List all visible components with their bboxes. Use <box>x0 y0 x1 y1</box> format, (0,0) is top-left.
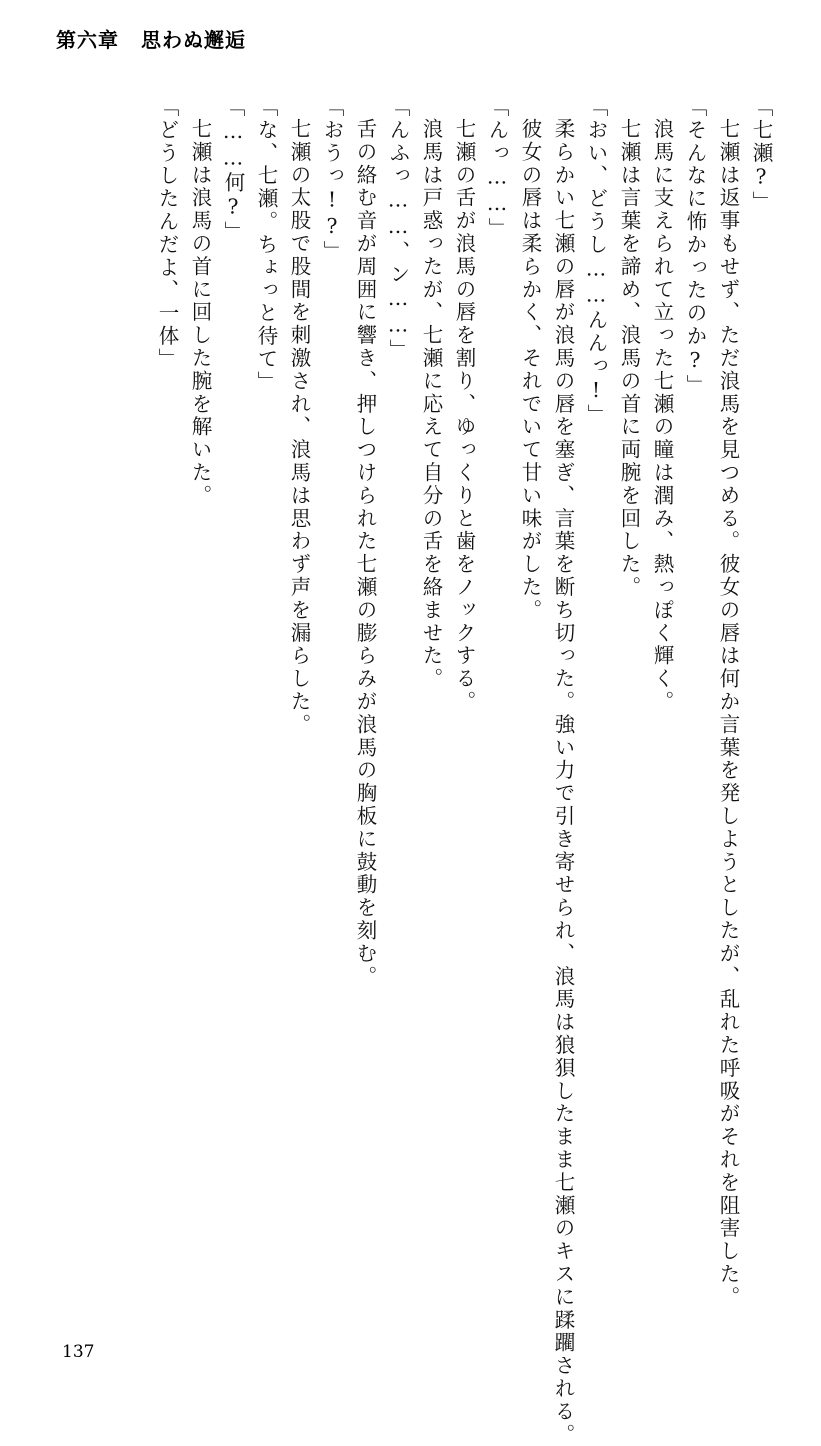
text-line: 「な、七瀬。ちょっと待て」 <box>254 96 278 394</box>
text-line: 「んっ……」 <box>485 96 509 241</box>
text-line: 七瀬は浪馬の首に回した腕を解いた。 <box>188 118 212 508</box>
text-line: 「……何?」 <box>221 96 245 244</box>
text-line: 浪馬に支えられて立った七瀬の瞳は潤み、熱っぽく輝く。 <box>650 118 674 714</box>
text-line: 「おうっ!?」 <box>320 96 344 264</box>
text-line: 浪馬は戸惑ったが、七瀬に応えて自分の舌を絡ませた。 <box>419 118 443 691</box>
text-line: 七瀬の舌が浪馬の唇を割り、ゆっくりと歯をノックする。 <box>452 118 476 714</box>
text-line: 「どうしたんだよ、一体」 <box>155 96 179 371</box>
page-number: 137 <box>62 1342 95 1362</box>
chapter-number: 第六章 <box>56 28 119 52</box>
text-line: 彼女の唇は柔らかく、それでいて甘い味がした。 <box>518 118 542 622</box>
text-line: 「おい、どうし……んんっ!」 <box>584 96 608 428</box>
text-line: 「そんなに怖かったのか?」 <box>683 96 707 398</box>
text-line: 七瀬の太股で股間を刺激され、浪馬は思わず声を漏らした。 <box>287 118 311 737</box>
chapter-heading <box>56 24 246 53</box>
text-line: 「七瀬?」 <box>749 96 773 214</box>
text-line: 「んふっ……、ン……」 <box>386 96 410 362</box>
text-line: 七瀬は言葉を諦め、浪馬の首に両腕を回した。 <box>617 118 641 599</box>
text-line: 柔らかい七瀬の唇が浪馬の唇を塞ぎ、言葉を断ち切った。強い力で引き寄せられ、浪馬は狼狽したまま七瀬のキスに蹂躙される。 <box>551 118 575 1446</box>
text-line: 舌の絡む音が周囲に響き、押しつけられた七瀬の膨らみが浪馬の胸板に鼓動を刻む。 <box>353 118 377 989</box>
text-line: 七瀬は返事もせず、ただ浪馬を見つめる。彼女の唇は何か言葉を発しようとしたが、乱れた呼吸がそれを阻害した。 <box>716 118 740 1309</box>
chapter-title: 思わぬ邂逅 <box>141 28 246 52</box>
